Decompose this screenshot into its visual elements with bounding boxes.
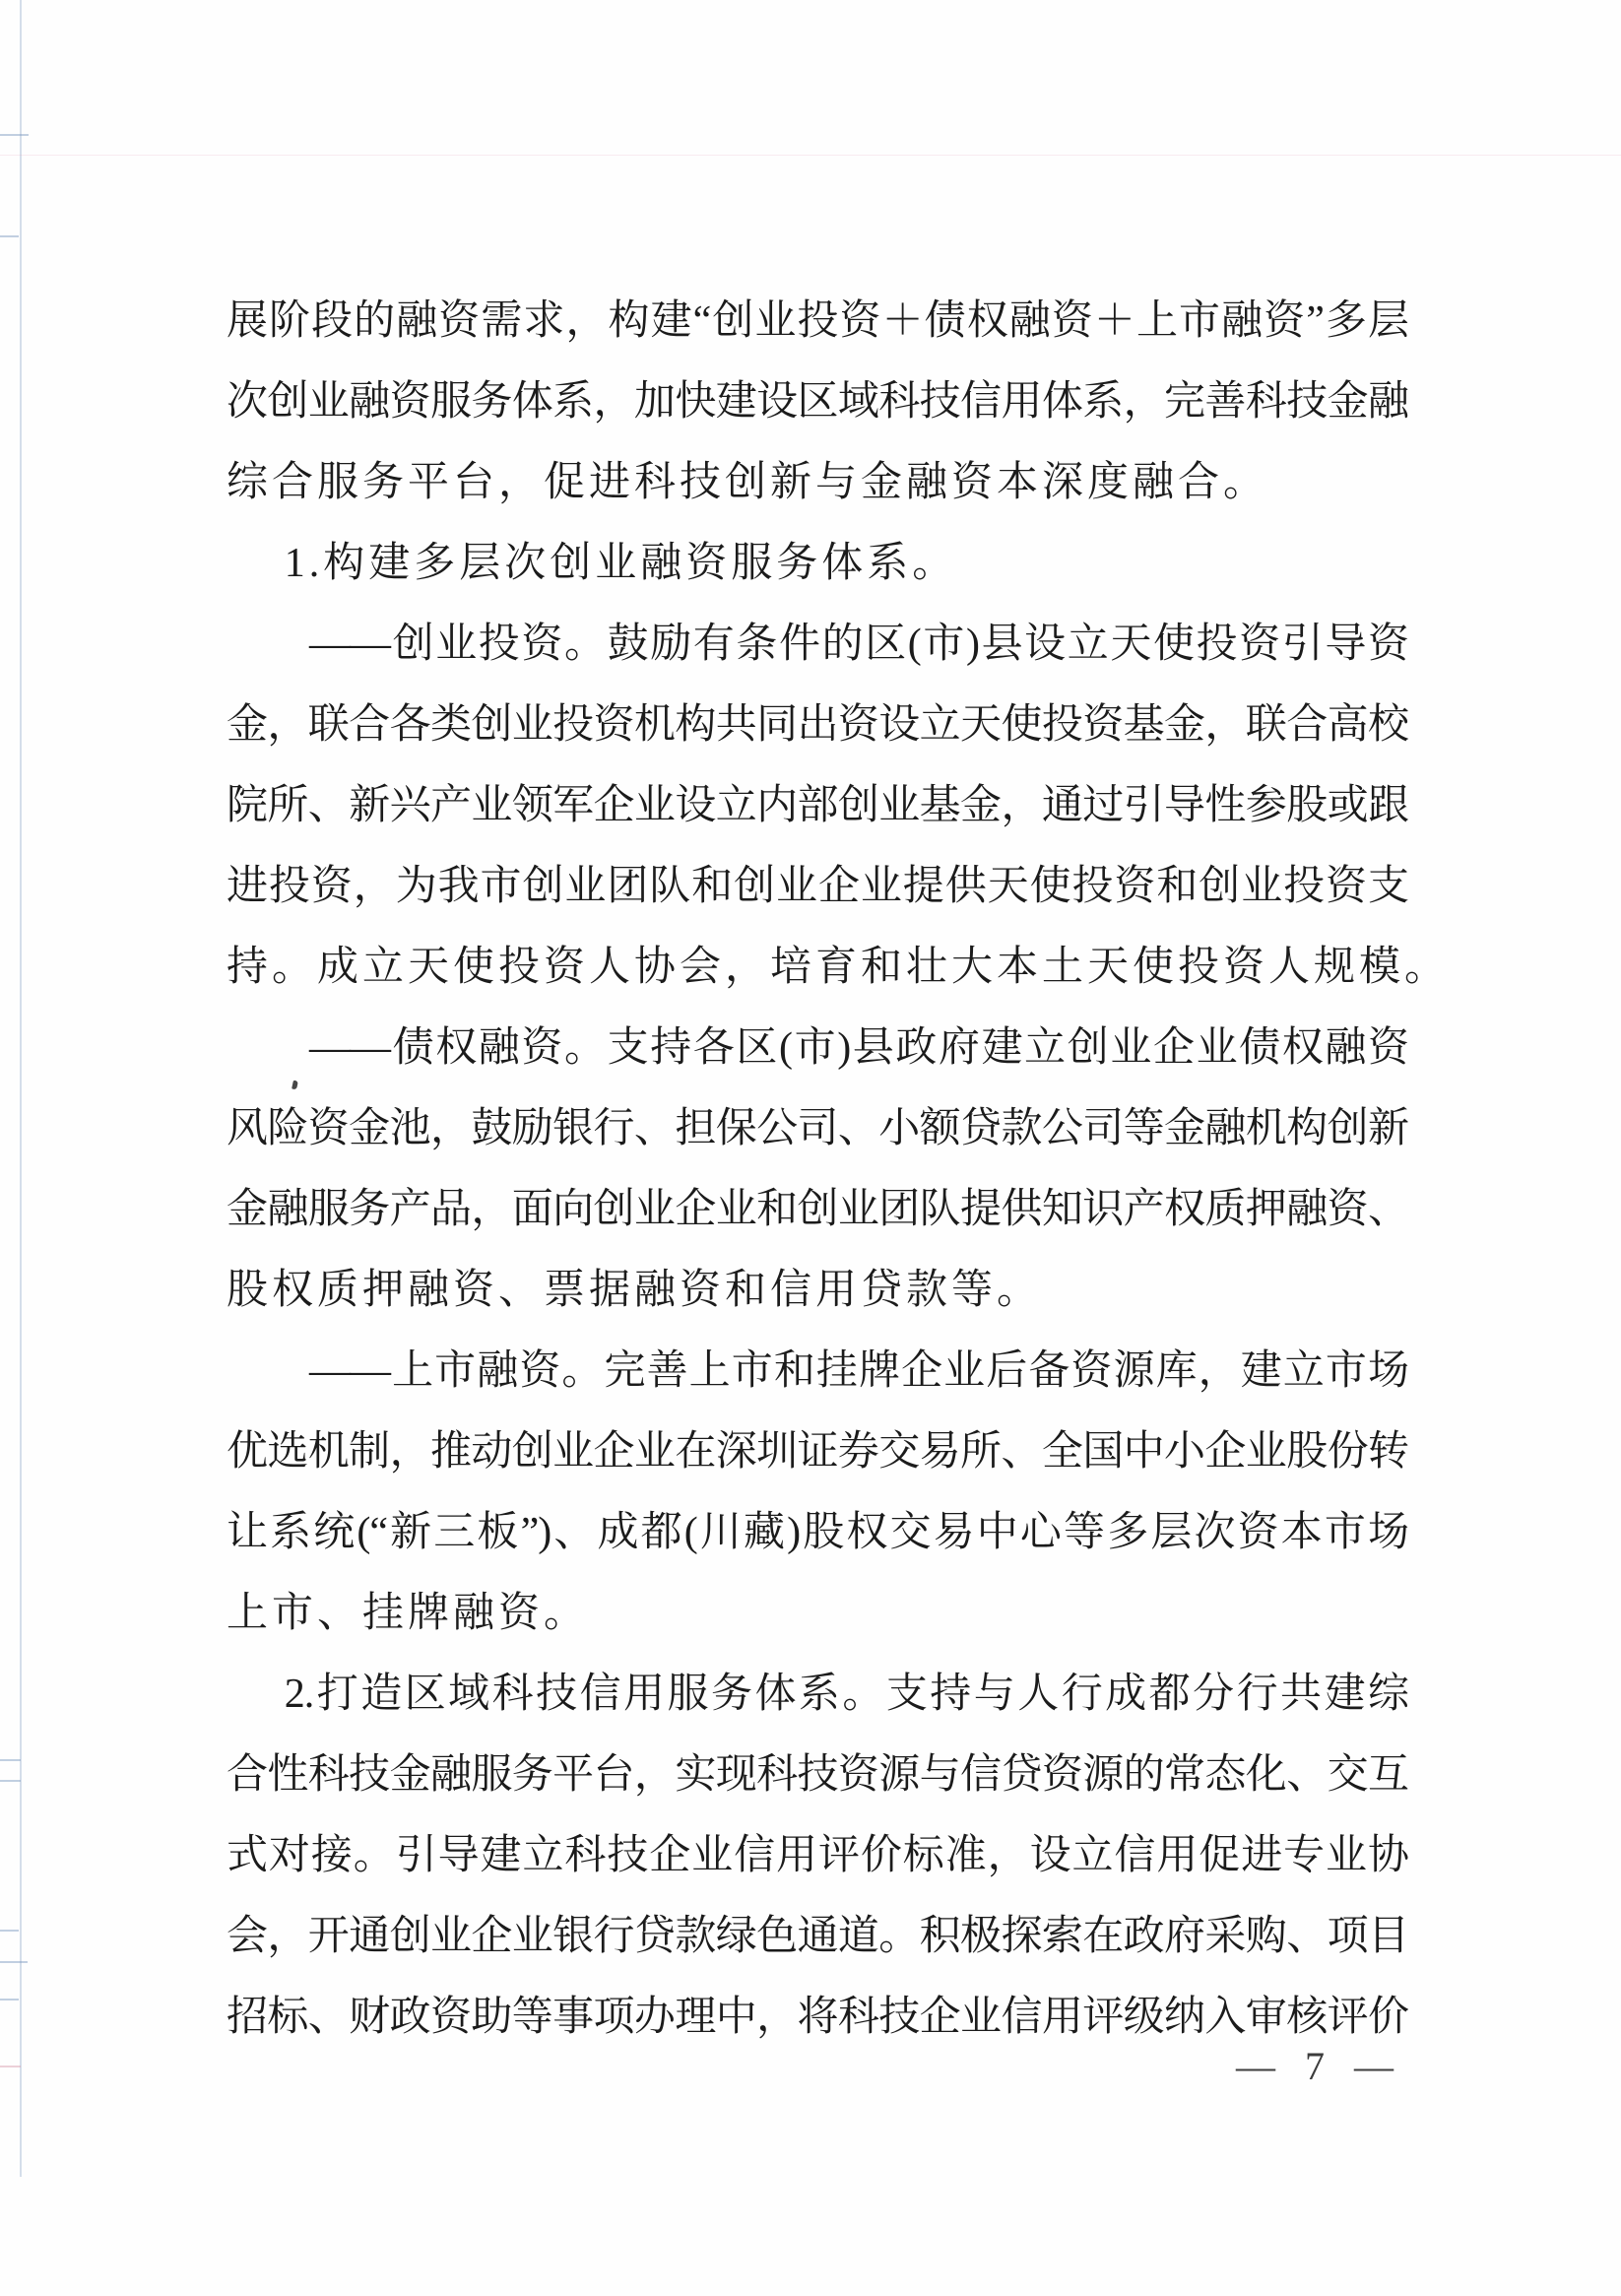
text-line: 院所、新兴产业领军企业设立内部创业基金，通过引导性参股或跟 <box>227 783 1408 828</box>
text-line: 次创业融资服务体系，加快建设区域科技信用体系，完善科技金融 <box>227 379 1408 425</box>
text-line: 让系统(“新三板”)、成都(川藏)股权交易中心等多层次资本市场 <box>227 1510 1408 1555</box>
text-line: 持。成立天使投资人协会，培育和壮大本土天使投资人规模。 <box>227 945 1451 990</box>
scan-artifact-tick <box>0 134 29 136</box>
text-line: 式对接。引导建立科技企业信用评价标准，设立信用促进专业协 <box>227 1833 1408 1878</box>
text-line: 综合服务平台，促进科技创新与金融资本深度融合。 <box>227 460 1269 505</box>
text-line: 金，联合各类创业投资机构共同出资设立天使投资基金，联合高校 <box>227 702 1408 748</box>
scan-artifact-horizontal-line <box>0 155 1621 156</box>
text-line: ——上市融资。完善上市和挂牌企业后备资源库，建立市场 <box>309 1348 1408 1394</box>
text-line: 展阶段的融资需求，构建“创业投资＋债权融资＋上市融资”多层 <box>227 298 1408 344</box>
scan-artifact-tick <box>0 1961 28 1963</box>
text-line: ——债权融资。支持各区(市)县政府建立创业企业债权融资 <box>309 1025 1408 1071</box>
scan-artifact-tick <box>0 1930 19 1932</box>
page-number: — 7 — <box>1236 2044 1395 2088</box>
scan-artifact-tick <box>0 2066 21 2067</box>
text-line: 金融服务产品，面向创业企业和创业团队提供知识产权质押融资、 <box>227 1187 1408 1232</box>
scan-artifact-tick <box>0 235 19 237</box>
text-line: 招标、财政资助等事项办理中，将科技企业信用评级纳入审核评价 <box>227 1995 1408 2040</box>
document-body <box>227 281 1451 2058</box>
text-line: 2.打造区域科技信用服务体系。支持与人行成都分行共建综 <box>284 1672 1408 1717</box>
scan-artifact-tick <box>0 1780 21 1782</box>
text-line: 1.构建多层次创业融资服务体系。 <box>284 541 958 586</box>
text-line: 上市、挂牌融资。 <box>227 1591 590 1636</box>
text-line: 进投资，为我市创业团队和创业企业提供天使投资和创业投资支 <box>227 864 1408 909</box>
text-line: 会，开通创业企业银行贷款绿色通道。积极探索在政府采购、项目 <box>227 1914 1408 1959</box>
scan-artifact-vertical-line <box>20 0 22 2177</box>
text-line: 股权质押融资、票据融资和信用贷款等。 <box>227 1268 1043 1313</box>
scan-artifact-tick <box>0 1759 21 1761</box>
text-line: ——创业投资。鼓励有条件的区(市)县设立天使投资引导资 <box>309 622 1408 667</box>
scan-artifact-tick <box>0 1999 19 2001</box>
text-line: 优选机制，推动创业企业在深圳证券交易所、全国中小企业股份转 <box>227 1429 1408 1475</box>
text-line: 风险资金池，鼓励银行、担保公司、小额贷款公司等金融机构创新 <box>227 1106 1408 1151</box>
text-line: 合性科技金融服务平台，实现科技资源与信贷资源的常态化、交互 <box>227 1752 1408 1798</box>
